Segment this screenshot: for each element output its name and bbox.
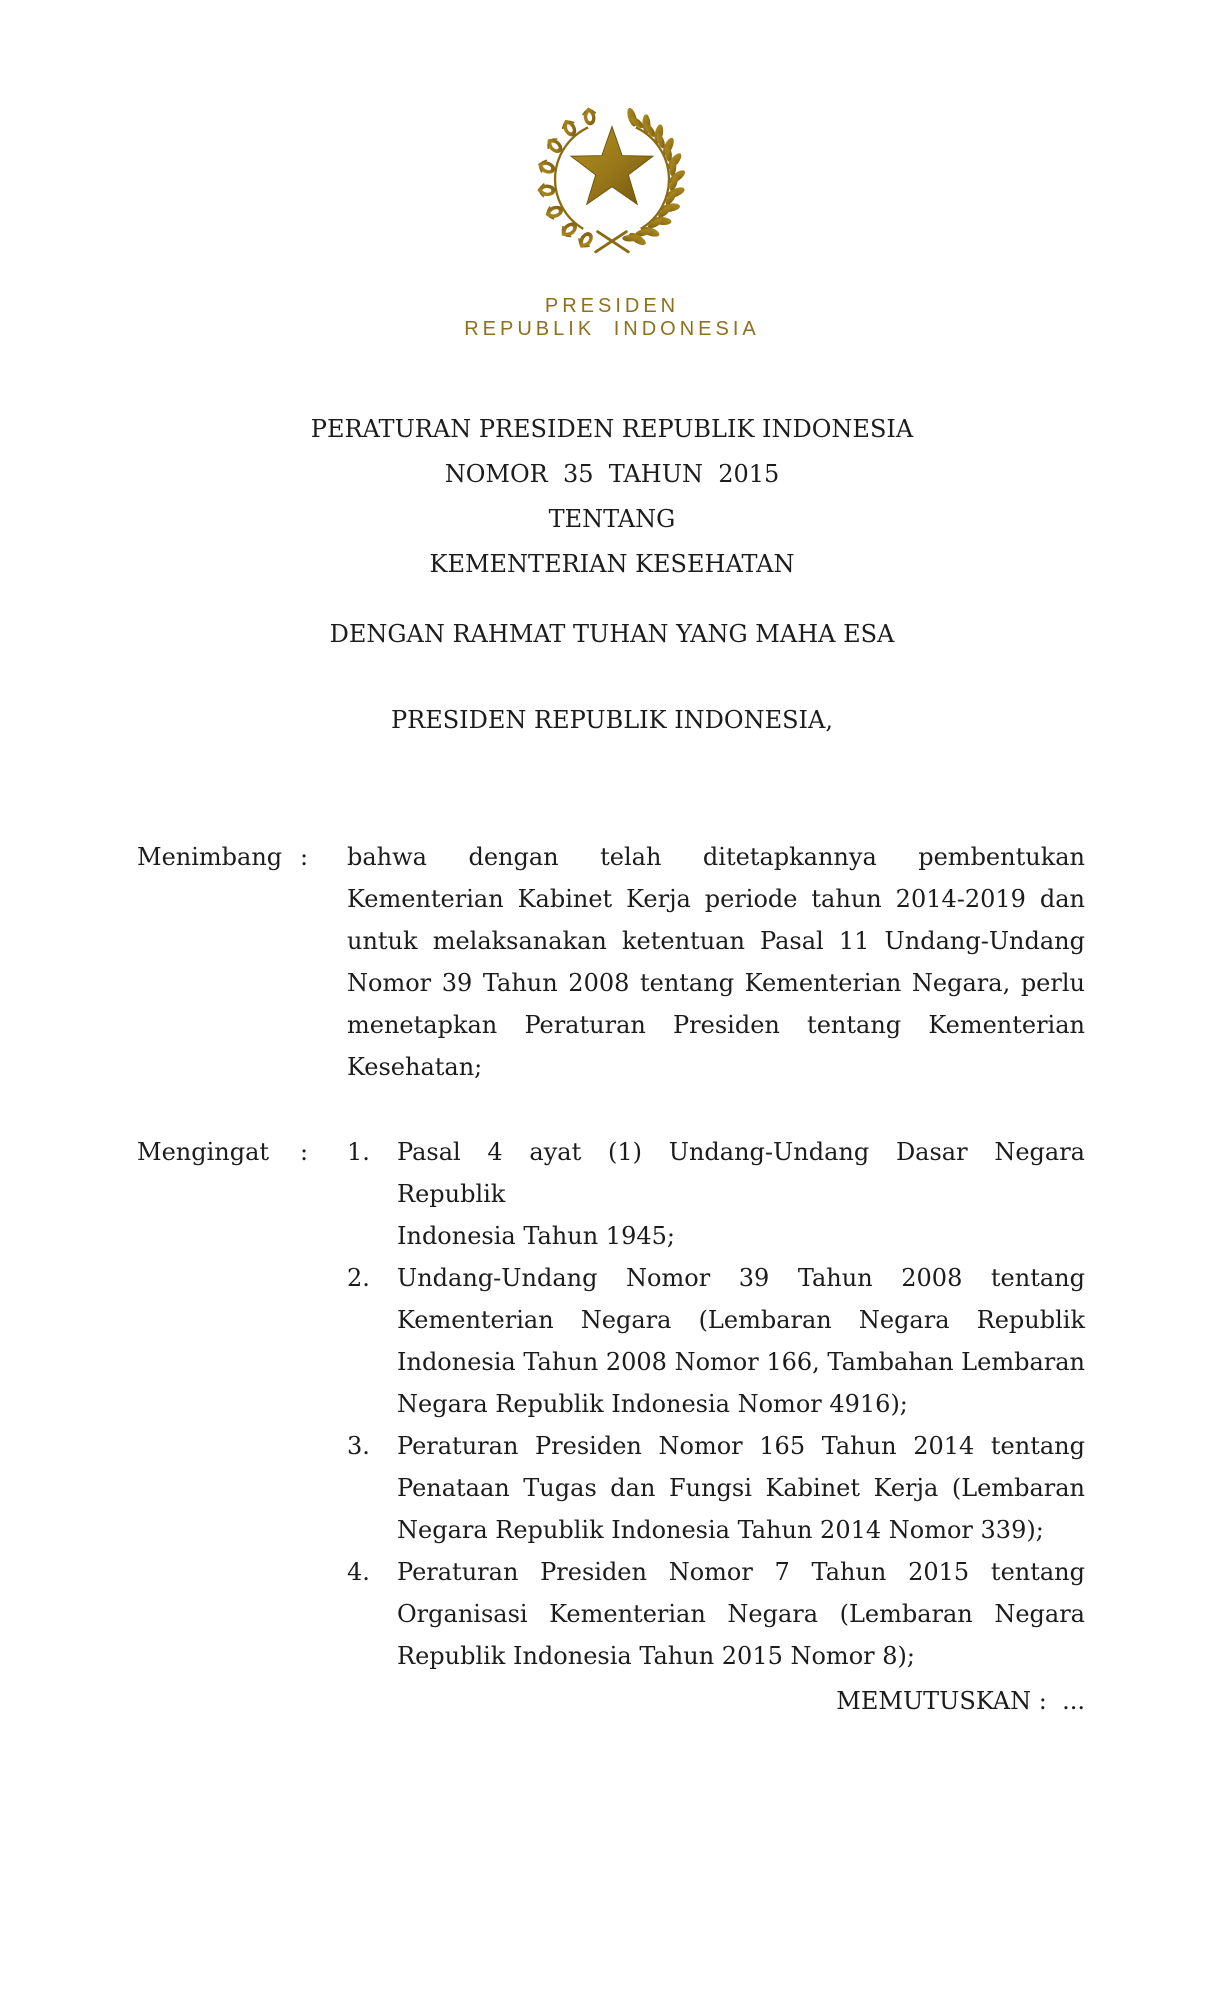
- menimbang-paragraph-line: menetapkan Peraturan Presiden tentang Kementerian: [347, 1011, 1085, 1039]
- mengingat-label: Mengingat: [137, 1138, 270, 1166]
- item-text-line: Indonesia Tahun 2008 Nomor 166, Tambahan Lembaran: [397, 1348, 1085, 1376]
- item-text-line: Kementerian Negara (Lembaran Negara Republik: [397, 1306, 1085, 1334]
- item-text: [397, 1425, 1085, 1551]
- menimbang-paragraph-line: Nomor 39 Tahun 2008 tentang Kementerian Negara, perlu: [347, 969, 1085, 997]
- menimbang-section: [137, 836, 1085, 1088]
- item-number: 1.: [347, 1138, 370, 1166]
- item-number: 3.: [347, 1432, 370, 1460]
- document-title-line: TENTANG: [548, 505, 676, 533]
- item-text-line: Penataan Tugas dan Fungsi Kabinet Kerja (Lembaran: [397, 1474, 1085, 1502]
- item-text: [397, 1551, 1085, 1677]
- legal-basis-item: [347, 1257, 1085, 1425]
- item-text: [397, 1131, 1085, 1257]
- authority-line: PRESIDEN REPUBLIK INDONESIA,: [390, 706, 833, 734]
- item-number: 2.: [347, 1264, 370, 1292]
- legal-basis-item: [347, 1425, 1085, 1551]
- invocation-line: DENGAN RAHMAT TUHAN YANG MAHA ESA: [329, 620, 895, 648]
- item-text-line: Undang-Undang Nomor 39 Tahun 2008 tentang: [397, 1264, 1085, 1292]
- item-text-line: Indonesia Tahun 1945;: [397, 1222, 675, 1250]
- menimbang-paragraph-line: Kementerian Kabinet Kerja periode tahun 2014-2019 dan: [347, 885, 1085, 913]
- mengingat-colon: :: [300, 1138, 309, 1166]
- menimbang-paragraph-line: bahwa dengan telah ditetapkannya pembentukan: [347, 843, 1085, 871]
- menimbang-paragraph-line: Kesehatan;: [347, 1053, 483, 1081]
- document-title-line: KEMENTERIAN KESEHATAN: [429, 550, 795, 578]
- item-text-line: Organisasi Kementerian Negara (Lembaran Negara: [397, 1600, 1085, 1628]
- gold-star-icon: [571, 126, 653, 204]
- item-text: [397, 1257, 1085, 1425]
- item-number: 4.: [347, 1558, 370, 1586]
- item-text-line: Pasal 4 ayat (1) Undang-Undang Dasar Negara Republik: [397, 1138, 1085, 1208]
- document-title-line: PERATURAN PRESIDEN REPUBLIK INDONESIA: [310, 415, 914, 443]
- letterhead: [0, 295, 1224, 341]
- menimbang-colon: :: [300, 843, 309, 871]
- item-text-line: Peraturan Presiden Nomor 165 Tahun 2014 tentang: [397, 1432, 1085, 1460]
- document-title: [0, 407, 1224, 587]
- presidential-star-wreath-emblem-icon: [523, 95, 701, 267]
- legal-basis-item: [347, 1131, 1085, 1257]
- menimbang-paragraph: [347, 836, 1085, 1088]
- mengingat-list: [347, 1131, 1085, 1677]
- letterhead-presiden-label: PRESIDEN: [544, 295, 680, 317]
- item-text-line: Peraturan Presiden Nomor 7 Tahun 2015 tentang: [397, 1558, 1085, 1586]
- letterhead-republik-indonesia-label: REPUBLIK INDONESIA: [464, 318, 760, 340]
- mengingat-section: [137, 1131, 1085, 1677]
- item-text-line: Negara Republik Indonesia Tahun 2014 Nomor 339);: [397, 1516, 1044, 1544]
- menimbang-paragraph-line: untuk melaksanakan ketentuan Pasal 11 Undang-Undang: [347, 927, 1085, 955]
- item-text-line: Negara Republik Indonesia Nomor 4916);: [397, 1390, 908, 1418]
- menimbang-label: Menimbang: [137, 843, 283, 871]
- item-text-line: Republik Indonesia Tahun 2015 Nomor 8);: [397, 1642, 915, 1670]
- document-title-line: NOMOR 35 TAHUN 2015: [444, 460, 780, 488]
- memutuskan-line: MEMUTUSKAN : ...: [836, 1687, 1085, 1715]
- legal-basis-item: [347, 1551, 1085, 1677]
